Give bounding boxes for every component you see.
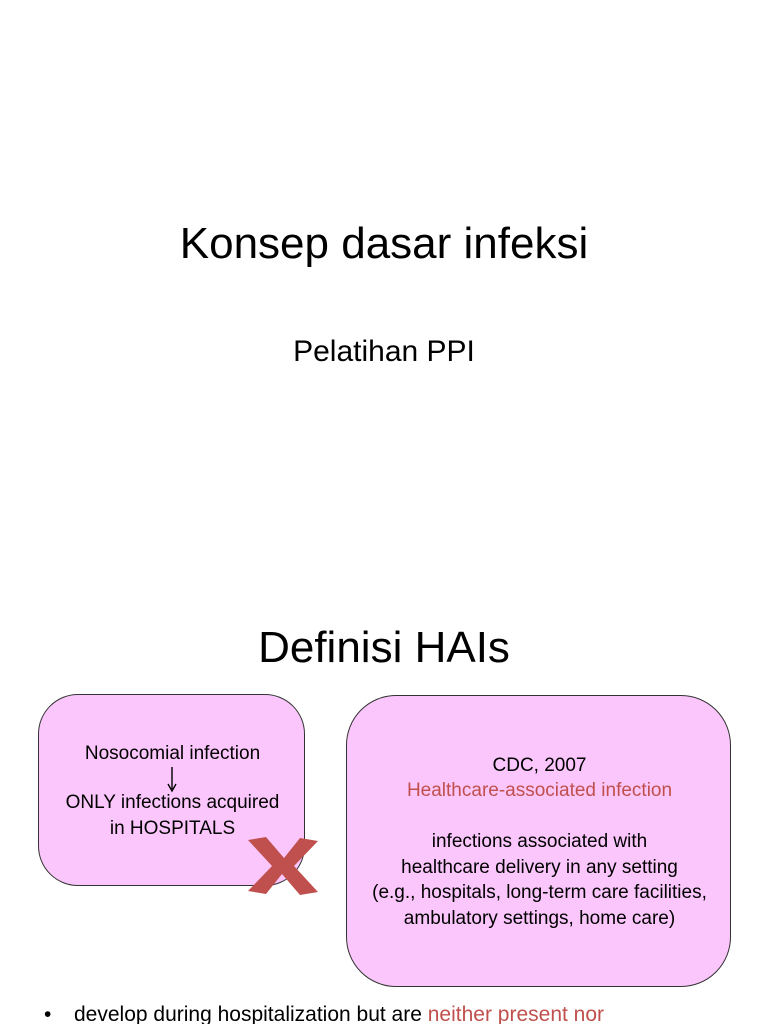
source-citation: CDC, 2007 xyxy=(492,755,587,776)
hai-term: Healthcare-associated infection xyxy=(406,780,673,801)
definition-line-1: infections associated with xyxy=(431,831,648,852)
bullet-highlight: neither present nor xyxy=(427,1003,605,1024)
definition-line-2: healthcare delivery in any setting xyxy=(401,857,678,878)
definition-line-4: ambulatory settings, home care) xyxy=(403,908,676,929)
down-arrow-icon xyxy=(165,766,179,794)
slide-subtitle: Pelatihan PPI xyxy=(293,335,475,368)
hai-definition-box xyxy=(346,695,731,987)
section-title: Definisi HAIs xyxy=(258,623,510,672)
in-hospitals-line: in HOSPITALS xyxy=(109,818,236,839)
nosocomial-label: Nosocomial infection xyxy=(84,743,261,764)
bullet-marker: • xyxy=(44,1003,52,1024)
only-hospitals-line: ONLY infections acquired xyxy=(65,792,280,813)
definition-line-3: (e.g., hospitals, long-term care facilities, xyxy=(372,882,707,903)
bullet-item xyxy=(44,1000,604,1024)
cross-mark-icon xyxy=(244,834,322,898)
bullet-text: develop during hospitalization but are xyxy=(74,1003,428,1024)
slide-title: Konsep dasar infeksi xyxy=(179,219,589,268)
